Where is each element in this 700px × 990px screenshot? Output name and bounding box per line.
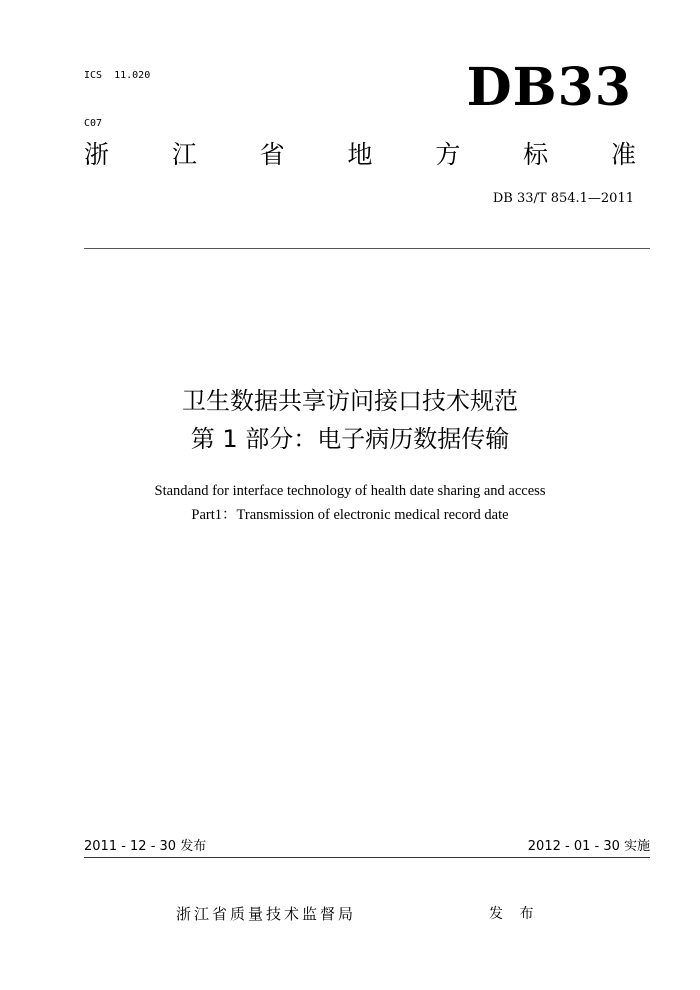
standard-number: DB 33/T 854.1—2011: [492, 191, 634, 206]
issue-label: 发 布: [489, 906, 540, 922]
standard-type-char: 方: [435, 140, 461, 169]
ics-code: ICS 11.020: [84, 70, 151, 81]
standard-type-char: 地: [347, 140, 373, 169]
standard-type-char: 浙: [84, 140, 110, 169]
standard-type-char: 准: [610, 140, 636, 169]
standard-type-char: 江: [171, 140, 197, 169]
implementation-date: 2012 - 01 - 30 实施: [527, 839, 650, 854]
title-english-line-2: Part1：Transmission of electronic medical record date: [191, 507, 509, 523]
issuing-authority: 浙江省质量技术监督局: [176, 905, 357, 923]
category-code: C07: [84, 118, 103, 129]
footer-divider: [84, 857, 650, 858]
issue-date: 2011 - 12 - 30 发布: [84, 839, 207, 854]
classification-block: [84, 36, 150, 148]
standard-type-char: 标: [523, 140, 549, 169]
header-divider: [84, 248, 650, 249]
standard-mark: DB33: [466, 57, 632, 118]
standard-type-heading: [84, 138, 636, 172]
title-chinese-line-1: 卫生数据共享访问接口技术规范: [182, 387, 518, 415]
standard-type-char: 省: [259, 140, 285, 169]
title-english-line-1: Standand for interface technology of health date sharing and access: [154, 483, 546, 499]
title-chinese-line-2: 第 1 部分：电子病历数据传输: [190, 425, 510, 453]
